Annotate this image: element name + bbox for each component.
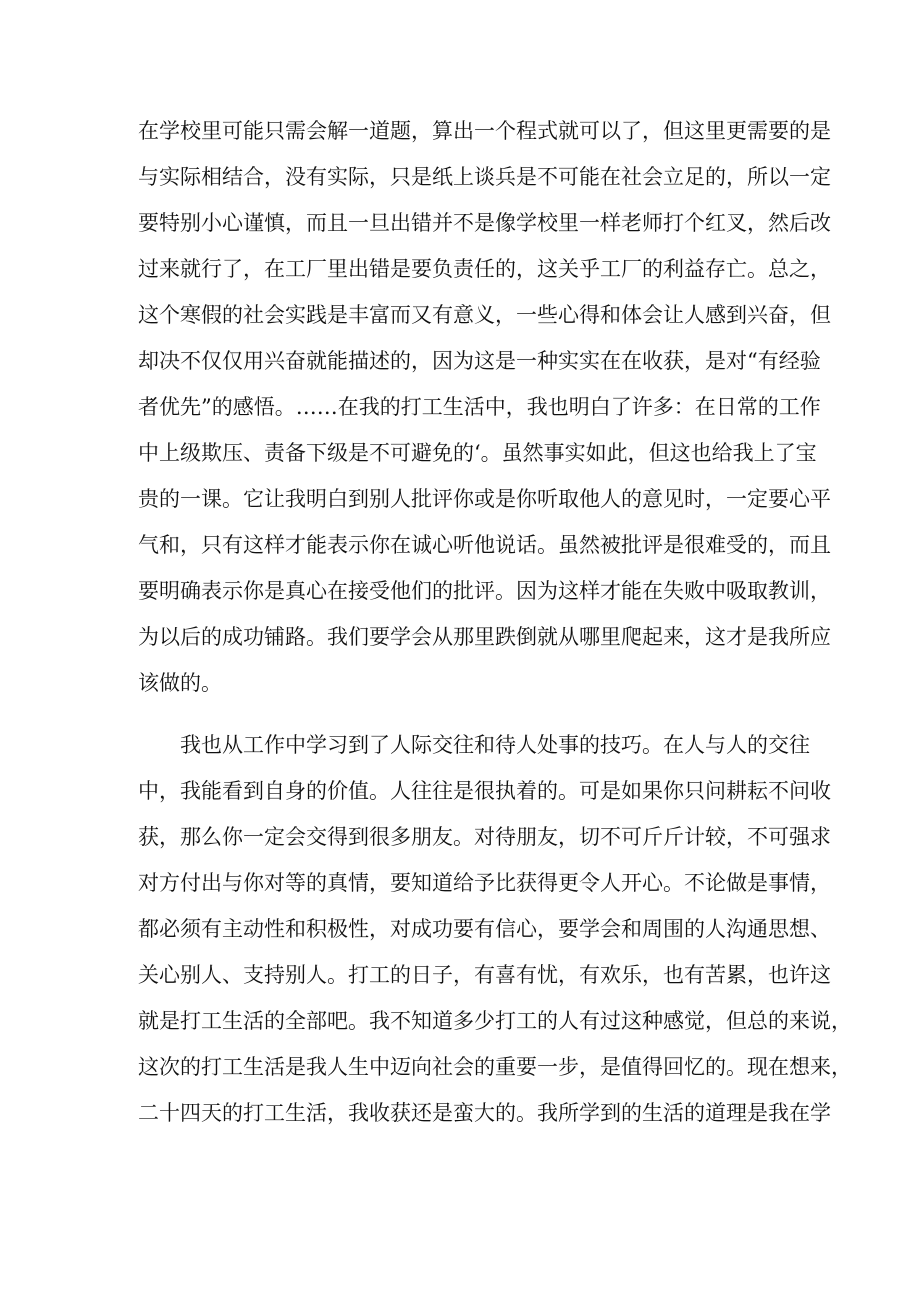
paragraph-1-line: 贵的一课。它让我明白到别人批评你或是你听取他人的意见时，一定要心平 (138, 487, 831, 511)
paragraph-1-line: 在学校里可能只需会解一道题，算出一个程式就可以了，但这里更需要的是 (138, 119, 831, 143)
paragraph-1-line: 该做的。 (138, 671, 222, 695)
paragraph-1-line: 过来就行了，在工厂里出错是要负责任的，这关乎工厂的利益存亡。总之， (138, 257, 831, 281)
paragraph-1-line: 要明确表示你是真心在接受他们的批评。因为这样才能在失败中吸取教训， (138, 579, 831, 603)
paragraph-1-line: 气和，只有这样才能表示你在诚心听他说话。虽然被批评是很难受的，而且 (138, 533, 831, 557)
paragraph-1-line: 与实际相结合，没有实际，只是纸上谈兵是不可能在社会立足的，所以一定 (138, 165, 831, 189)
paragraph-2-line: 就是打工生活的全部吧。我不知道多少打工的人有过这种感觉，但总的来说， (138, 1009, 852, 1033)
paragraph-1-line: 要特别小心谨慎，而且一旦出错并不是像学校里一样老师打个红叉，然后改 (138, 211, 831, 235)
paragraph-1-line: 这个寒假的社会实践是丰富而又有意义，一些心得和体会让人感到兴奋，但 (138, 303, 831, 327)
paragraph-1-line: 者优先”的感悟。……在我的打工生活中，我也明白了许多：在日常的工作 (138, 395, 821, 419)
paragraph-1-line: 却决不仅仅用兴奋就能描述的，因为这是一种实实在在收获，是对“有经验 (138, 349, 821, 373)
paragraph-2-line: 获，那么你一定会交得到很多朋友。对待朋友，切不可斤斤计较，不可强求 (138, 825, 831, 849)
paragraph-2-line: 对方付出与你对等的真情，要知道给予比获得更令人开心。不论做是事情， (138, 871, 831, 895)
paragraph-2-line: 二十四天的打工生活，我收获还是蛮大的。我所学到的生活的道理是我在学 (138, 1101, 831, 1125)
paragraph-2-line: 中，我能看到自身的价值。人往往是很执着的。可是如果你只问耕耘不问收 (138, 779, 831, 803)
paragraph-1-line: 中上级欺压、责备下级是不可避免的‘。虽然事实如此，但这也给我上了宝 (138, 441, 817, 465)
paragraph-1-line: 为以后的成功铺路。我们要学会从那里跌倒就从哪里爬起来，这才是我所应 (138, 625, 831, 649)
paragraph-2-line: 我也从工作中学习到了人际交往和待人处事的技巧。在人与人的交往 (180, 733, 810, 757)
paragraph-2-line: 都必须有主动性和积极性，对成功要有信心，要学会和周围的人沟通思想、 (138, 917, 831, 941)
paragraph-2-line: 关心别人、支持别人。打工的日子，有喜有忧，有欢乐，也有苦累，也许这 (138, 963, 831, 987)
paragraph-2-line: 这次的打工生活是我人生中迈向社会的重要一步，是值得回忆的。现在想来， (138, 1055, 852, 1079)
